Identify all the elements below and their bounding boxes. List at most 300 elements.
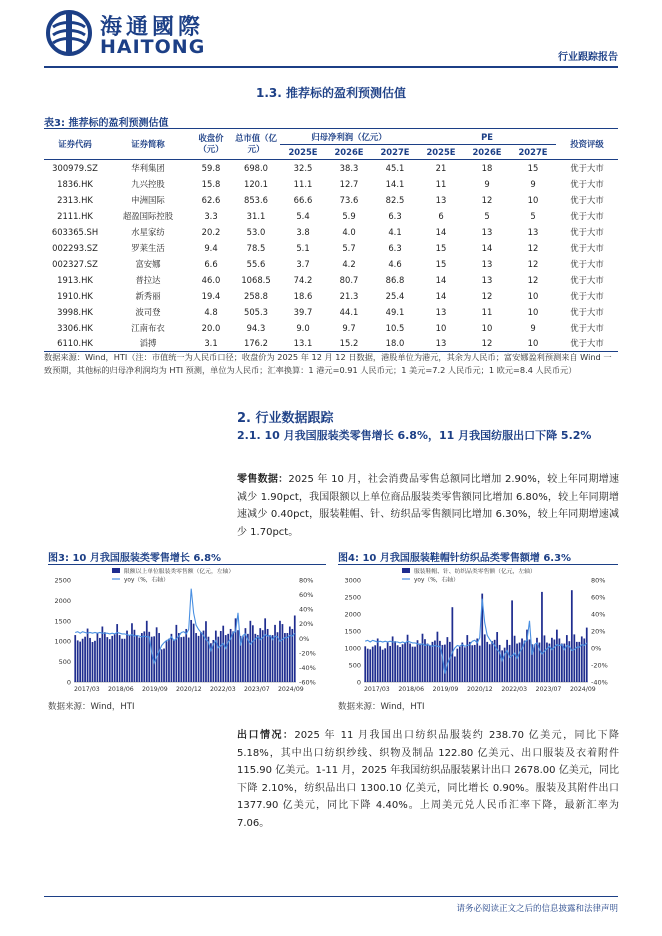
table-cell: 11.1 xyxy=(293,178,313,189)
figure-4-rule xyxy=(338,564,618,565)
table-cell: 14 xyxy=(435,274,447,285)
bar xyxy=(121,639,123,682)
table-cell: 6110.HK xyxy=(44,336,106,352)
bar xyxy=(469,642,471,682)
header-year: 2025E xyxy=(418,145,464,160)
bar xyxy=(521,638,523,682)
x-tick-label: 2024/09 xyxy=(278,686,304,693)
section-2-heading: 2. 行业数据跟踪 xyxy=(237,411,334,426)
bar xyxy=(409,644,411,682)
bar xyxy=(136,635,138,682)
bar xyxy=(581,636,583,682)
logo-mark-icon xyxy=(44,10,94,56)
y-left-tick-label: 1500 xyxy=(344,627,361,636)
bar xyxy=(232,631,234,682)
table-cell: 4.6 xyxy=(388,258,402,269)
y-left-tick-label: 2000 xyxy=(54,596,71,605)
bar xyxy=(151,637,153,682)
table-cell: 853.6 xyxy=(244,194,268,205)
bar xyxy=(516,644,518,682)
y-right-tick-label: 80% xyxy=(299,576,314,585)
figure-4-title: 图4: 10 月我国服装鞋帽针纺织品类零售额增 6.3% xyxy=(338,553,572,564)
table-row xyxy=(44,256,618,272)
export-text: 2025 年 11 月我国出口纺织品服装约 238.70 亿美元，同比下降 5.18%，其中出口纺织纱线、织物及制品 122.80 亿美元、出口服装及衣着附件 115.90 亿美元。1-11 月，2025 年我国纺织品服装累计出口 2678.00 亿美元，同比下降 2.10%，纺织品出口 1300.10 亿美元，同比增长 0.90%。服装及其附件出口 1377.90 亿美元，同比下降 4.40%。上周美元兑人民币汇率下降，最新汇率为 7.06。 xyxy=(237,730,619,829)
header-year: 2027E xyxy=(372,145,418,160)
table-cell: 14.1 xyxy=(385,178,405,189)
bar xyxy=(183,637,185,682)
header-rating: 投资评级 xyxy=(556,129,618,160)
bar xyxy=(374,645,376,682)
bar xyxy=(486,642,488,682)
header-mcap: 总市值（亿元） xyxy=(232,129,280,160)
bar xyxy=(254,634,256,682)
header-code: 证券代码 xyxy=(44,129,106,160)
table-cell: 10.5 xyxy=(385,322,405,333)
bar xyxy=(534,645,536,682)
y-right-tick-label: -20% xyxy=(299,649,316,658)
y-right-tick-label: 80% xyxy=(591,576,606,585)
bar xyxy=(369,649,371,682)
table-cell: 江南布衣 xyxy=(131,322,165,333)
bar xyxy=(573,634,575,682)
table-cell: 18 xyxy=(481,162,493,173)
x-tick-label: 2022/03 xyxy=(501,686,528,693)
valuation-table xyxy=(44,128,618,352)
bar xyxy=(544,635,546,682)
table-cell: 13 xyxy=(481,274,493,285)
bar xyxy=(277,632,279,682)
table-cell: 13 xyxy=(435,306,447,317)
table-cell: 华利集团 xyxy=(131,162,165,173)
x-tick-label: 2017/03 xyxy=(364,686,390,693)
table-cell: 优于大市 xyxy=(570,274,604,285)
bar xyxy=(291,629,293,682)
table-cell: 18.0 xyxy=(372,336,418,352)
table-cell: 富安娜 xyxy=(135,258,161,269)
bar xyxy=(89,638,91,682)
bar xyxy=(476,638,478,682)
bar xyxy=(267,629,269,682)
table-row xyxy=(44,160,618,176)
header-pe-group: PE xyxy=(418,129,556,145)
bar xyxy=(419,644,421,682)
bar xyxy=(571,590,573,682)
table-cell: 11 xyxy=(435,178,447,189)
bar xyxy=(176,625,178,682)
bar xyxy=(82,639,84,682)
table-3-caption: 表3: 推荐标的盈利预测估值 xyxy=(44,118,169,129)
bar xyxy=(242,636,244,682)
bar xyxy=(397,645,399,682)
x-tick-label: 2017/03 xyxy=(74,686,100,693)
bar xyxy=(205,621,207,682)
table-cell: 78.5 xyxy=(246,242,266,253)
table-cell: 53.0 xyxy=(246,226,266,237)
table-cell: 优于大市 xyxy=(570,258,604,269)
bar xyxy=(284,633,286,682)
figure-3-source: 数据来源：Wind，HTI xyxy=(48,702,135,712)
bar xyxy=(289,627,291,682)
bar xyxy=(451,607,453,682)
table-cell: 12 xyxy=(527,242,539,253)
table-cell: 32.5 xyxy=(293,162,313,173)
bar xyxy=(429,646,431,682)
y-right-tick-label: 40% xyxy=(299,605,314,614)
table-cell: 1910.HK xyxy=(57,290,93,301)
bar xyxy=(282,624,284,682)
bar xyxy=(566,635,568,682)
bar xyxy=(109,639,111,682)
bar xyxy=(464,647,466,682)
bar xyxy=(422,634,424,682)
table-cell: 45.1 xyxy=(385,162,405,173)
header-year: 2026E xyxy=(464,145,510,160)
table-cell: 12 xyxy=(527,274,539,285)
table-cell: 20.2 xyxy=(201,226,221,237)
bar xyxy=(166,641,168,682)
table-cell: 优于大市 xyxy=(570,322,604,333)
table-cell: 3.1 xyxy=(190,336,232,352)
bar xyxy=(382,650,384,682)
x-tick-label: 2024/09 xyxy=(570,686,596,693)
header-divider xyxy=(44,66,618,68)
bar xyxy=(119,635,121,682)
bar xyxy=(104,632,106,682)
table-cell: 3.7 xyxy=(296,258,310,269)
table-cell: 12 xyxy=(527,258,539,269)
table-cell: 2313.HK xyxy=(57,194,93,205)
bar xyxy=(193,624,195,682)
bar xyxy=(168,639,170,682)
table-cell: 10 xyxy=(435,322,447,333)
table-row xyxy=(44,336,618,352)
table-row xyxy=(44,176,618,192)
x-tick-label: 2018/06 xyxy=(108,686,134,693)
bar xyxy=(392,636,394,682)
legend-line-label: yoy（%，右轴） xyxy=(124,577,169,584)
bar xyxy=(97,633,99,682)
table-cell: 603365.SH xyxy=(51,226,99,237)
logo-chinese: 海通國際 xyxy=(100,15,205,40)
table-cell: 普拉达 xyxy=(135,274,161,285)
bar xyxy=(190,620,192,682)
bar xyxy=(203,631,205,682)
table-cell: 14 xyxy=(481,242,493,253)
table-cell: 13 xyxy=(418,336,464,352)
y-left-tick-label: 2500 xyxy=(344,593,361,602)
y-right-tick-label: -40% xyxy=(591,678,608,687)
bar xyxy=(524,641,526,682)
table-cell: 九兴控股 xyxy=(131,178,165,189)
bar xyxy=(549,644,551,682)
bar xyxy=(252,625,254,682)
bar xyxy=(412,647,414,682)
table-cell: 申洲国际 xyxy=(131,194,165,205)
bar xyxy=(491,641,493,682)
y-left-tick-label: 1500 xyxy=(54,617,71,626)
bar xyxy=(225,635,227,682)
table-cell: 14 xyxy=(435,226,447,237)
table-cell: 12 xyxy=(464,336,510,352)
y-left-tick-label: 1000 xyxy=(344,644,361,653)
table-cell: 49.1 xyxy=(385,306,405,317)
bar xyxy=(529,640,531,683)
table-cell: 5 xyxy=(530,210,536,221)
table-cell: 120.1 xyxy=(244,178,268,189)
table-cell: 13 xyxy=(481,258,493,269)
header-year: 2026E xyxy=(326,145,372,160)
table-cell: 优于大市 xyxy=(570,210,604,221)
bar xyxy=(364,646,366,682)
table-row xyxy=(44,240,618,256)
bar xyxy=(99,638,101,682)
table-cell: 5.1 xyxy=(296,242,310,253)
bar xyxy=(146,621,148,682)
x-tick-label: 2023/07 xyxy=(244,686,270,693)
bar xyxy=(94,641,96,682)
bar xyxy=(514,636,516,682)
bar xyxy=(578,642,580,682)
y-right-tick-label: 20% xyxy=(299,620,314,629)
table-cell: 3.3 xyxy=(204,210,218,221)
bar xyxy=(449,642,451,682)
table-cell: 波司登 xyxy=(135,306,161,317)
table-cell: 优于大市 xyxy=(570,194,604,205)
logo-english: HAITONG xyxy=(100,36,206,58)
table-cell: 优于大市 xyxy=(570,306,604,317)
bar xyxy=(237,630,239,682)
retail-text: 2025 年 10 月，社会消费品零售总额同比增加 2.90%，较上年同期增速减少 1.90pct，我国限额以上单位商品服装类零售额同比增加 6.80%，较上年同期增速减少 0.40pct，服装鞋帽、针、纺织品零售额同比增加 6.30%，较上年同期增速减少 1.70pct。 xyxy=(237,474,620,538)
table-cell: 9.4 xyxy=(204,242,218,253)
bar xyxy=(471,645,473,682)
table-cell: 9 xyxy=(484,178,490,189)
bar xyxy=(427,644,429,682)
table-cell: 3998.HK xyxy=(57,306,93,317)
table-cell: 3306.HK xyxy=(57,322,93,333)
retail-label: 零售数据： xyxy=(237,474,289,485)
bar xyxy=(519,643,521,682)
bar xyxy=(404,643,406,682)
table-cell: 39.7 xyxy=(293,306,313,317)
table-cell: 82.5 xyxy=(385,194,405,205)
table-cell: 15 xyxy=(435,242,447,253)
table-cell: 66.6 xyxy=(293,194,313,205)
bar xyxy=(171,634,173,682)
bar xyxy=(106,637,108,682)
bar xyxy=(474,645,476,682)
legend-bar-label: 服装鞋帽、针、纺织品类零售额（亿元，左轴） xyxy=(414,569,536,575)
bar xyxy=(479,646,481,682)
table-row xyxy=(44,208,618,224)
table-cell: 滔搏 xyxy=(106,336,190,352)
table-row xyxy=(44,304,618,320)
legend-bar-swatch xyxy=(112,568,120,573)
table-cell: 14 xyxy=(435,290,447,301)
bar xyxy=(129,635,131,682)
y-right-tick-label: 60% xyxy=(299,591,314,600)
y-left-tick-label: 1000 xyxy=(54,637,71,646)
y-left-tick-label: 2500 xyxy=(54,576,71,585)
bar xyxy=(379,646,381,682)
table-cell: 73.6 xyxy=(339,194,359,205)
bar xyxy=(459,647,461,682)
table-cell: 5.7 xyxy=(342,242,356,253)
x-tick-label: 2019/09 xyxy=(432,686,459,693)
bar xyxy=(178,633,180,682)
y-right-tick-label: 60% xyxy=(591,593,606,602)
bar xyxy=(279,621,281,682)
bar xyxy=(511,600,513,682)
table-cell: 11 xyxy=(481,306,493,317)
table-cell: 15 xyxy=(435,258,447,269)
bar xyxy=(496,632,498,682)
x-tick-label: 2023/07 xyxy=(535,686,562,693)
table-cell: 300979.SZ xyxy=(52,162,98,173)
table-cell: 3.8 xyxy=(296,226,310,237)
table-cell: 59.8 xyxy=(201,162,221,173)
bar xyxy=(74,635,76,682)
table-cell: 18.6 xyxy=(293,290,313,301)
y-right-tick-label: 0% xyxy=(591,644,602,653)
footer-disclaimer: 请务必阅读正文之后的信息披露和法律声明 xyxy=(456,904,618,914)
bar xyxy=(131,623,133,682)
table-cell: 1068.5 xyxy=(241,274,271,285)
table-row xyxy=(44,288,618,304)
header-year: 2025E xyxy=(280,145,326,160)
bar xyxy=(79,642,81,682)
bar xyxy=(161,649,163,682)
table-cell: 优于大市 xyxy=(570,178,604,189)
x-tick-label: 2020/12 xyxy=(467,686,493,693)
bar xyxy=(586,628,588,682)
table-cell: 10 xyxy=(527,194,539,205)
table-cell: 10 xyxy=(510,336,556,352)
y-left-tick-label: 3000 xyxy=(344,576,361,585)
table-cell: 6.6 xyxy=(204,258,218,269)
bar xyxy=(444,645,446,682)
bar xyxy=(402,644,404,682)
bar xyxy=(195,633,197,682)
x-tick-label: 2018/06 xyxy=(398,686,425,693)
bar xyxy=(454,657,456,683)
table-cell: 13.1 xyxy=(280,336,326,352)
bar xyxy=(185,629,187,682)
table-cell: 19.4 xyxy=(201,290,221,301)
table-cell: 5.4 xyxy=(296,210,310,221)
header-price: 收盘价（元） xyxy=(190,129,232,160)
table-row xyxy=(44,272,618,288)
bar xyxy=(541,592,543,682)
bar xyxy=(414,647,416,682)
y-left-tick-label: 500 xyxy=(58,658,71,667)
table-cell: 62.6 xyxy=(201,194,221,205)
table-cell: 9.0 xyxy=(296,322,310,333)
bar xyxy=(461,643,463,682)
bar xyxy=(377,638,379,682)
table-cell: 12.7 xyxy=(339,178,359,189)
bar xyxy=(143,631,145,682)
bar xyxy=(257,635,259,682)
bar xyxy=(417,640,419,682)
table-cell: 12 xyxy=(481,290,493,301)
header-year: 2027E xyxy=(510,145,556,160)
table-cell: 20.0 xyxy=(201,322,221,333)
export-label: 出口情况： xyxy=(237,730,295,741)
table-cell: 55.6 xyxy=(246,258,266,269)
y-right-tick-label: -20% xyxy=(591,661,608,670)
table-source-note: 数据来源：Wind，HTI（注：市值统一为人民币口径；收盘价为 2025 年 12 月 12 日数据，港股单位为港元，其余为人民币；富安娜盈利预测来自 Wind 一致预期，其他标的归母净利润均为 HTI 预测，单位为人民币；汇率换算：1 港元=0.91 人民币元；1 美元=7.2 人民币元；1 欧元=8.4 人民币元） xyxy=(44,352,612,375)
table-row xyxy=(44,192,618,208)
bar xyxy=(551,638,553,682)
bar xyxy=(200,632,202,682)
table-cell: 94.3 xyxy=(246,322,266,333)
bar xyxy=(287,633,289,682)
table-cell: 44.1 xyxy=(339,306,359,317)
bar xyxy=(447,637,449,682)
bar xyxy=(180,637,182,682)
bar xyxy=(367,649,369,682)
bar xyxy=(499,645,501,682)
bar xyxy=(217,637,219,682)
table-cell: 1836.HK xyxy=(57,178,93,189)
table-cell: 12 xyxy=(481,194,493,205)
bar xyxy=(456,649,458,682)
table-cell: 80.7 xyxy=(339,274,359,285)
table-cell: 698.0 xyxy=(244,162,268,173)
retail-data-paragraph xyxy=(237,471,619,541)
header-profit-group: 归母净利润（亿元） xyxy=(280,129,418,145)
table-cell: 15.2 xyxy=(326,336,372,352)
y-right-tick-label: -60% xyxy=(299,678,316,687)
bar xyxy=(139,638,141,682)
bar xyxy=(126,631,128,682)
bar xyxy=(111,636,113,682)
bar xyxy=(114,634,116,682)
bar xyxy=(250,621,252,682)
bar xyxy=(484,634,486,682)
table-cell: 31.1 xyxy=(246,210,266,221)
bar xyxy=(509,645,511,682)
bar xyxy=(173,640,175,682)
figure-3-title: 图3: 10 月我国服装类零售增长 6.8% xyxy=(48,553,222,564)
table-cell: 2111.HK xyxy=(57,210,93,221)
bar xyxy=(77,640,79,682)
bar xyxy=(134,630,136,682)
bar xyxy=(220,631,222,682)
table-cell: 优于大市 xyxy=(556,336,618,352)
table-cell: 13 xyxy=(435,194,447,205)
table-cell: 505.3 xyxy=(244,306,268,317)
table-cell: 优于大市 xyxy=(570,226,604,237)
table-cell: 21.3 xyxy=(339,290,359,301)
bar xyxy=(102,627,104,682)
section-2-1-heading: 2.1. 10 月我国服装类零售增长 6.8%，11 月我国纺服出口下降 5.2% xyxy=(237,429,592,442)
table-cell: 罗莱生活 xyxy=(131,242,165,253)
table-cell: 21 xyxy=(435,162,447,173)
y-right-tick-label: 20% xyxy=(591,627,606,636)
table-cell: 6.3 xyxy=(388,242,402,253)
table-cell: 4.2 xyxy=(342,258,356,269)
table-cell: 1913.HK xyxy=(57,274,93,285)
table-cell: 10 xyxy=(527,306,539,317)
legend-bar-swatch xyxy=(402,568,410,573)
bar xyxy=(272,635,274,682)
table-cell: 4.0 xyxy=(342,226,356,237)
header-name: 证券简称 xyxy=(106,129,190,160)
y-left-tick-label: 2000 xyxy=(344,610,361,619)
table-cell: 9.7 xyxy=(342,322,356,333)
table-cell: 优于大市 xyxy=(570,290,604,301)
